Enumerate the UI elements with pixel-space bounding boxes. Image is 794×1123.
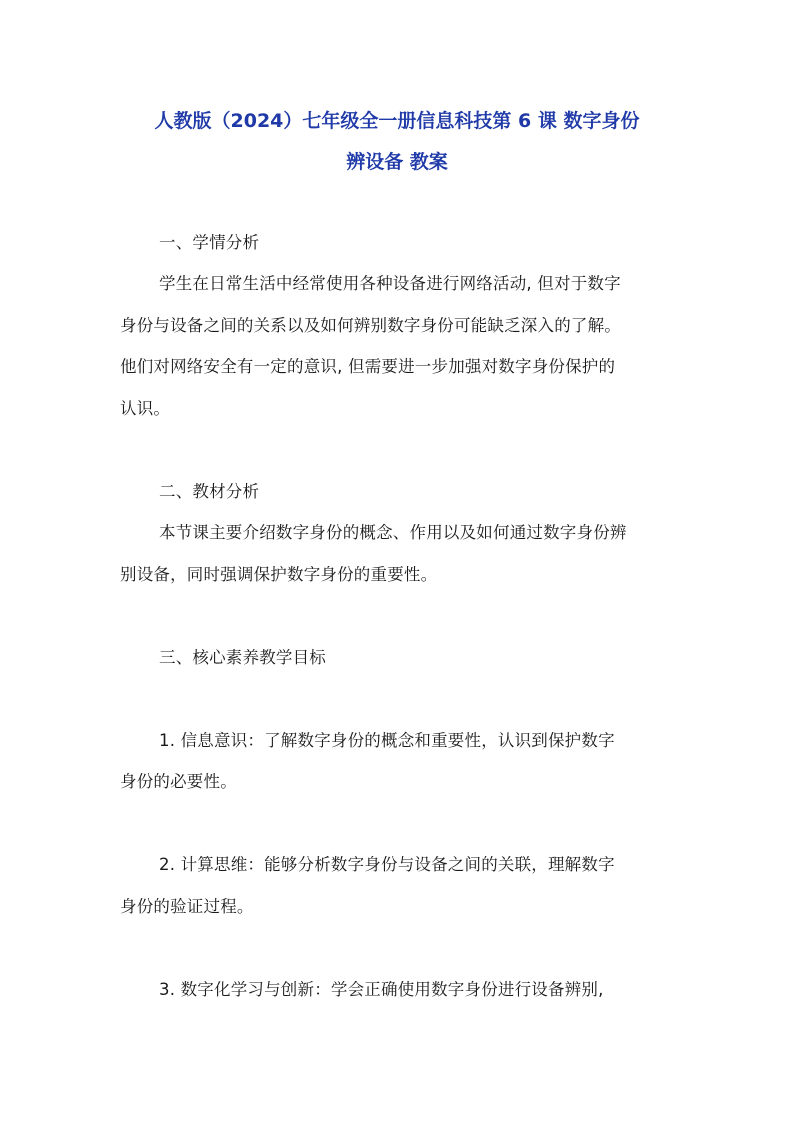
paragraph-line: 认识。 xyxy=(120,399,171,418)
paragraph-line: 本节课主要介绍数字身份的概念、作用以及如何通过数字身份辨 xyxy=(159,523,627,542)
goal-item-line: 身份的验证过程。 xyxy=(120,897,254,916)
paragraph-line: 他们对网络安全有一定的意识, 但需要进一步加强对数字身份保护的 xyxy=(120,357,616,376)
document-title-line-1: 人教版（2024）七年级全一册信息科技第 6 课 数字身份 xyxy=(154,110,640,132)
goal-item-line: 1. 信息意识：了解数字身份的概念和重要性，认识到保护数字 xyxy=(159,731,615,750)
section-heading-material-analysis: 二、教材分析 xyxy=(159,482,260,501)
goal-item-line: 2. 计算思维：能够分析数字身份与设备之间的关联，理解数字 xyxy=(159,855,615,874)
paragraph-line: 身份与设备之间的关系以及如何辨别数字身份可能缺乏深入的了解。 xyxy=(120,316,621,335)
document-title-line-2: 辨设备 教案 xyxy=(346,151,448,173)
section-heading-core-goals: 三、核心素养教学目标 xyxy=(159,648,326,667)
goal-item-line: 3. 数字化学习与创新：学会正确使用数字身份进行设备辨别, xyxy=(159,980,604,999)
section-heading-learner-analysis: 一、学情分析 xyxy=(159,233,260,252)
goal-item-line: 身份的必要性。 xyxy=(120,772,237,791)
paragraph-line: 学生在日常生活中经常使用各种设备进行网络活动, 但对于数字 xyxy=(159,274,621,293)
paragraph-line: 别设备，同时强调保护数字身份的重要性。 xyxy=(120,565,438,584)
